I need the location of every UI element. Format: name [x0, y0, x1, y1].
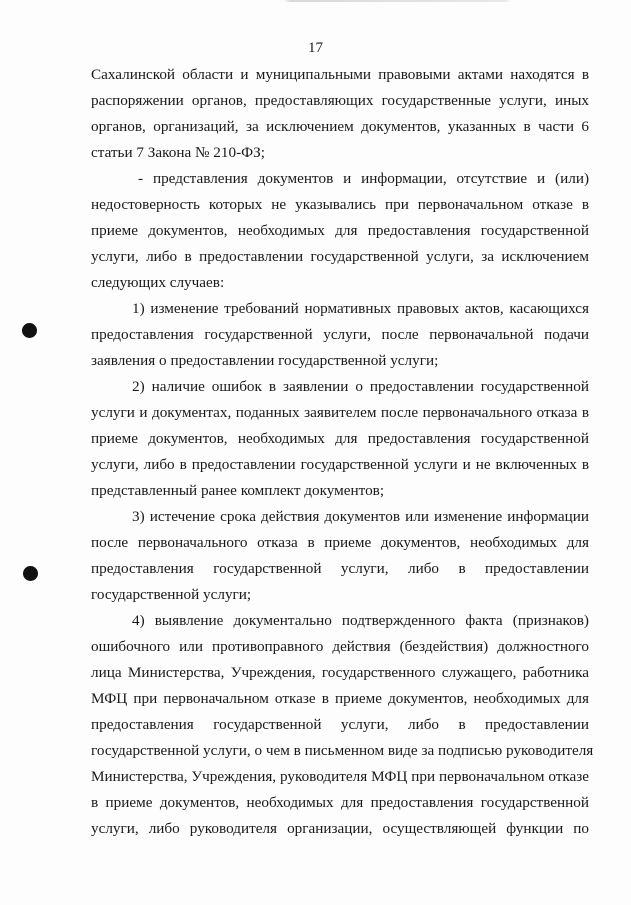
text-line: 4) выявление документально подтвержденного факта (признаков) — [132, 612, 589, 629]
list-item-3 — [91, 504, 589, 608]
text-line: предоставления государственной услуги, после первоначальной подачи — [91, 326, 589, 343]
document-body — [91, 62, 594, 842]
paragraph-continuation — [91, 62, 589, 166]
text-line: ошибочного или противоправного действия (бездействия) должностного — [91, 638, 589, 655]
text-line: после первоначального отказа в приеме документов, необходимых для — [91, 534, 589, 551]
text-line: услуги, либо в предоставлении государственной услуги, за исключением — [91, 248, 589, 265]
text-line: предоставления государственной услуги, либо в предоставлении — [91, 716, 589, 733]
text-line: недостоверность которых не указывались при первоначальном отказе в — [91, 196, 589, 213]
text-line: приеме документов, необходимых для предоставления государственной — [91, 430, 589, 447]
text-line: органов, организаций, за исключением документов, указанных в части 6 — [91, 118, 589, 135]
text-line: следующих случаев: — [91, 274, 225, 291]
list-item-1 — [91, 296, 589, 374]
list-item-2 — [91, 374, 589, 504]
page-number: 17 — [308, 40, 323, 56]
punch-hole-icon — [22, 323, 37, 338]
text-line: - представления документов и информации, отсутствие и (или) — [138, 170, 589, 187]
text-line: предоставления государственной услуги, либо в предоставлении — [91, 560, 589, 577]
text-line: МФЦ при первоначальном отказе в приеме документов, необходимых для — [91, 690, 589, 707]
text-line: 1) изменение требований нормативных правовых актов, касающихся — [132, 300, 589, 317]
text-line: в приеме документов, необходимых для предоставления государственной — [91, 794, 589, 811]
list-item-4 — [91, 608, 594, 842]
punch-hole-icon — [23, 566, 38, 581]
scan-edge-artifact — [0, 0, 631, 2]
text-line: лица Министерства, Учреждения, государственного служащего, работника — [91, 664, 589, 681]
text-line: распоряжении органов, предоставляющих государственные услуги, иных — [91, 92, 589, 109]
text-line: представленный ранее комплект документов; — [91, 482, 385, 499]
text-line: государственной услуги, о чем в письменном виде за подписью руководителя — [91, 742, 594, 759]
text-line: услуги и документах, поданных заявителем после первоначального отказа в — [91, 404, 589, 421]
text-line: статьи 7 Закона № 210-ФЗ; — [91, 144, 265, 161]
text-line: приеме документов, необходимых для предоставления государственной — [91, 222, 589, 239]
text-line: услуги, либо руководителя организации, осуществляющей функции по — [91, 820, 589, 837]
text-line: государственной услуги; — [91, 586, 252, 603]
text-line: 3) истечение срока действия документов или изменение информации — [132, 508, 589, 525]
text-line: Сахалинской области и муниципальными правовыми актами находятся в — [91, 66, 589, 83]
text-line: заявления о предоставлении государственной услуги; — [91, 352, 439, 369]
text-line: услуги, либо в предоставлении государственной услуги и не включенных в — [91, 456, 589, 473]
text-line: 2) наличие ошибок в заявлении о предоставлении государственной — [132, 378, 589, 395]
paragraph-documents-clause — [91, 166, 589, 296]
text-line: Министерства, Учреждения, руководителя МФЦ при первоначальном отказе — [91, 768, 589, 785]
